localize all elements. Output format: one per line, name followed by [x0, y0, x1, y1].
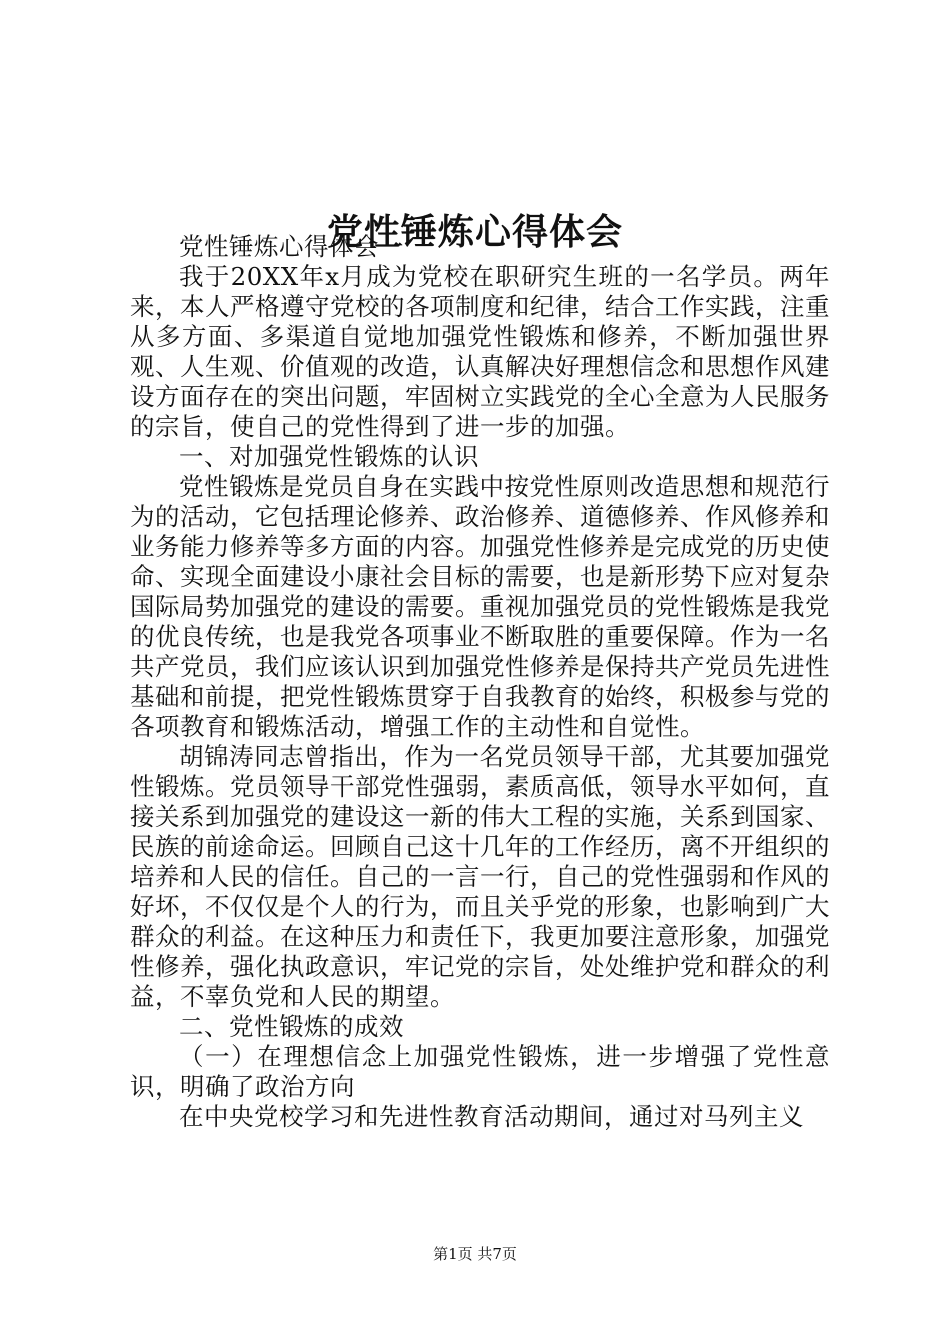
- document-body: [130, 232, 830, 1132]
- paragraph-subtitle: 党性锤炼心得体会一: [179, 232, 404, 261]
- subsection-heading-1: （一）在理想信念上加强党性锻炼，进一步增强了党性意识，明确了政治方向: [130, 1042, 830, 1101]
- section-heading-1: 一、对加强党性锻炼的认识: [179, 442, 479, 471]
- paragraph-quote: 胡锦涛同志曾指出，作为一名党员领导干部，尤其要加强党性锻炼。党员领导干部党性强弱，素质高低，领导水平如何，直接关系到加强党的建设这一新的伟大工程的实施，关系到国家、民族的前途命运。回顾自己这十几年的工作经历，离不开组织的培养和人民的信任。自己的一言一行，自己的党性强弱和作风的好坏，不仅仅是个人的行为，而且关乎党的形象，也影响到广大群众的利益。在这种压力和责任下，我更加要注意形象，加强党性修养，强化执政意识，牢记党的宗旨，处处维护党和群众的利益，不辜负党和人民的期望。: [130, 742, 830, 1011]
- paragraph-understanding: 党性锻炼是党员自身在实践中按党性原则改造思想和规范行为的活动，它包括理论修养、政治修养、道德修养、作风修养和业务能力修养等多方面的内容。加强党性修养是完成党的历史使命、实现全面建设小康社会目标的需要，也是新形势下应对复杂国际局势加强党的建设的需要。重视加强党员的党性锻炼是我党的优良传统，也是我党各项事业不断取胜的重要保障。作为一名共产党员，我们应该认识到加强党性修养是保持共产党员先进性基础和前提，把党性锻炼贯穿于自我教育的始终，积极参与党的各项教育和锻炼活动，增强工作的主动性和自觉性。: [130, 472, 830, 741]
- page-number-footer: 第1页 共7页: [433, 1245, 517, 1263]
- page-title: 党性锤炼心得体会: [326, 211, 623, 254]
- paragraph-intro: 我于20XX年x月成为党校在职研究生班的一名学员。两年来，本人严格遵守党校的各项制度和纪律，结合工作实践，注重从多方面、多渠道自觉地加强党性锻炼和修养，不断加强世界观、人生观、价值观的改造，认真解决好理想信念和思想作风建设方面存在的突出问题，牢固树立实践党的全心全意为人民服务的宗旨，使自己的党性得到了进一步的加强。: [130, 262, 830, 441]
- section-heading-2: 二、党性锻炼的成效: [179, 1012, 404, 1041]
- paragraph-continuation: 在中央党校学习和先进性教育活动期间，通过对马列主义: [179, 1102, 804, 1131]
